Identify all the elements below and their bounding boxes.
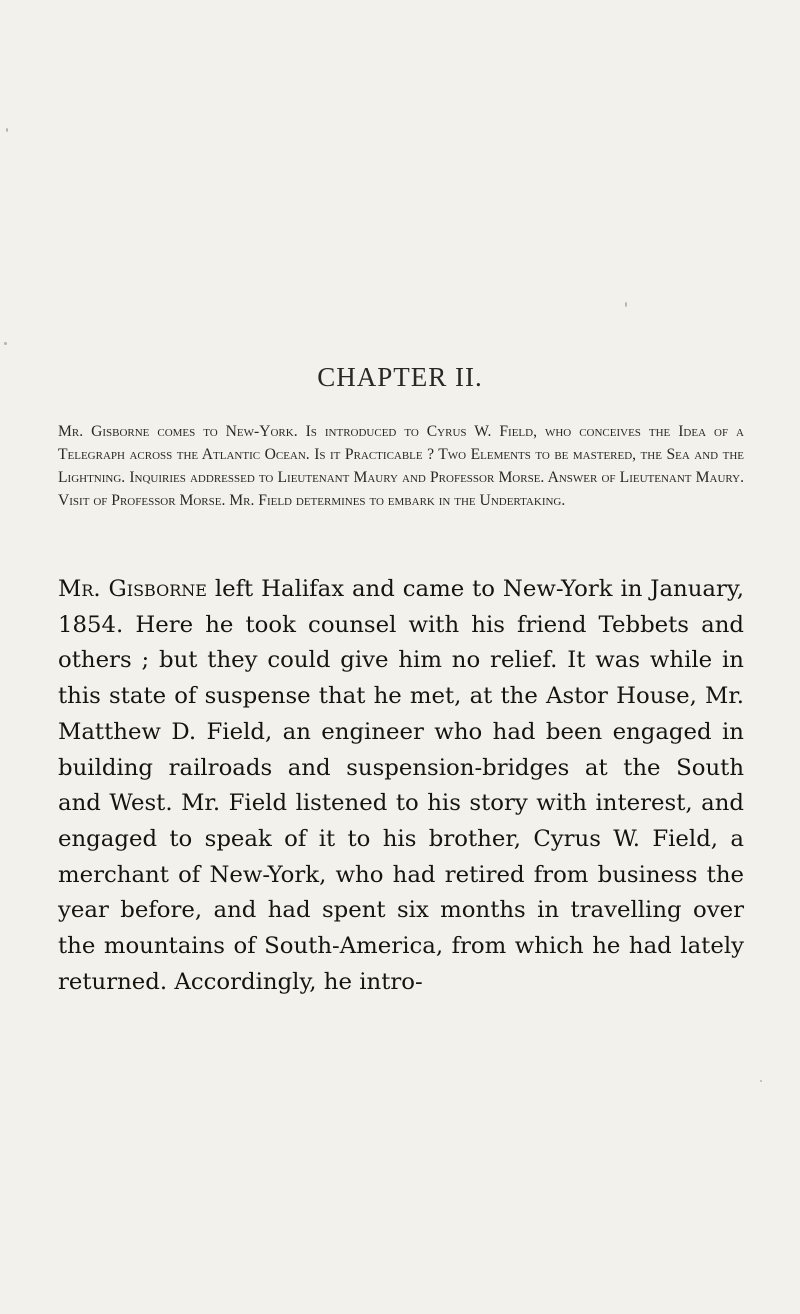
chapter-title: CHAPTER II. [317,362,483,392]
paragraph-text: left Halifax and came to New-York in January, 1854. Here he took counsel with his friend Tebbets and others ; but they could give him no relief. It was while in this state of suspense that he met, at the Astor House, Mr. Matthew D. Field, an engineer who had been engaged in building railroads and suspension-bridges at the South and West. Mr. Field listened to his story with interest, and engaged to speak of it to his brother, Cyrus W. Field, a merchant of New-York, who had retired from business the year before, and had spent six months in travelling over the mountains of South-America, from which he had lately returned. Accordingly, he intro- [58,576,744,995]
chapter-synopsis: Mr. Gisborne comes to New-York. Is introduced to Cyrus W. Field, who conceives the Idea of a Telegraph across the Atlantic Ocean. Is it Practicable ? Two Elements to be mastered, the Sea and the Lightning. Inquiries addressed to Lieutenant Maury and Professor Morse. Answer of Lieutenant Maury. Visit of Professor Morse. Mr. Field determines to embark in the Undertaking. [58,423,744,509]
paper-speck [4,342,7,345]
body-paragraph [58,572,744,1000]
paragraph-lead: Mr. Gisborne [58,576,207,602]
paper-speck [760,1080,762,1082]
paper-speck [625,302,627,307]
paper-speck [6,128,8,132]
